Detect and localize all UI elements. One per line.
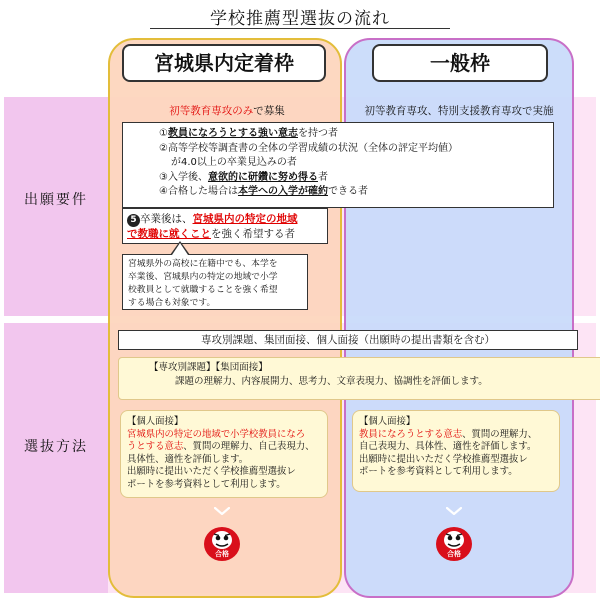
req5-rest: を強く希望する者	[211, 228, 295, 240]
evaluation-body: 課題の理解力、内容展開力、思考力、文章表現力、協調性を評価します。	[175, 376, 488, 387]
common-evaluation-box	[118, 357, 600, 400]
miyagi-quota-lead	[122, 103, 332, 118]
requirement-5-number: 5	[127, 214, 140, 227]
daruma-pass-icon	[203, 524, 241, 566]
req5-region: 宮城県内の特定の地域	[192, 213, 298, 225]
req1-emphasis: 教員になろうとする強い意志	[167, 128, 298, 139]
chevron-down-icon	[446, 507, 462, 515]
general-interview-card	[352, 410, 560, 492]
title-underline	[150, 28, 450, 29]
note-line-4: する場合も対象です。	[128, 298, 216, 308]
miyagi-interview-line-5: ポートを参考資料として利用します。	[127, 478, 286, 490]
selection-label-cell	[4, 323, 108, 593]
req4-rest: できる者	[327, 186, 368, 197]
note-line-2: 卒業後、宮城県内の特定の地域で小学	[128, 272, 278, 282]
miyagi-lead-highlight: 初等教育専攻のみ	[169, 105, 254, 117]
miyagi-interview-line-1: 宮城県内の特定の地域で小学校教員になろ	[127, 428, 306, 440]
req5-lead: 卒業後は、	[140, 213, 193, 225]
general-quota-lead: 初等教育専攻、特別支援教育専攻で実施	[364, 105, 554, 117]
requirements-label-cell	[4, 97, 108, 316]
req3-rest: 者	[317, 171, 328, 183]
chevron-down-icon	[214, 507, 230, 515]
miyagi-interview-line-3: 具体性、適性を評価します。	[127, 453, 249, 465]
out-of-prefecture-note	[122, 254, 308, 310]
req3-emphasis: 意欲的に研鑽に努め得る	[207, 171, 318, 183]
miyagi-interview-card	[120, 410, 328, 498]
exam-components-box: 専攻別課題、集団面接、個人面接（出願時の提出書類を含む）	[118, 330, 578, 350]
general-interview-heading: 【個人面接】	[359, 416, 416, 427]
page-title: 学校推薦型選抜の流れ	[210, 9, 390, 29]
miyagi-interview-heading: 【個人面接】	[127, 416, 184, 427]
req1-num: ①	[159, 128, 168, 139]
req4-emphasis: 本学への入学が確約	[237, 186, 328, 197]
daruma-pass-icon	[435, 524, 473, 566]
miyagi-interview-line-2-rest: 、質問の理解力、自己表現力、	[183, 441, 315, 453]
general-interview-line-1-rest: 、質問の理解力、	[462, 428, 538, 440]
requirement-3	[159, 171, 553, 186]
miyagi-interview-line-4: 出願時に提出いただく学校推薦型選抜レ	[127, 466, 296, 478]
note-line-3: 校教員として就職することを強く希望	[128, 285, 278, 295]
miyagi-lead-rest: で募集	[253, 105, 285, 117]
requirement-2-cont: が4.0以上の卒業見込みの者	[171, 157, 297, 168]
note-callout-tail-fill	[172, 243, 188, 255]
requirement-5-box	[122, 208, 328, 244]
miyagi-quota-header: 宮城県内定着枠	[122, 44, 326, 82]
requirement-4	[159, 185, 553, 200]
general-interview-line-3: 出願時に提出いただく学校推薦型選抜レ	[359, 453, 528, 465]
general-quota-header: 一般枠	[372, 44, 548, 82]
general-interview-line-1	[359, 429, 553, 442]
req3-lead: ③入学後、	[159, 171, 208, 183]
selection-label: 選抜方法	[24, 439, 88, 455]
miyagi-interview-emphasis: うとする意志	[127, 441, 184, 453]
req5-teaching: で教職に就くこと	[127, 228, 211, 240]
miyagi-interview-line-2	[127, 441, 321, 454]
general-interview-emphasis: 教員になろうとする意志	[359, 428, 463, 440]
requirement-1	[159, 127, 553, 142]
general-interview-line-2: 自己表現力、具体性、適性を評価します。	[359, 441, 537, 453]
requirements-label: 出願要件	[24, 192, 88, 208]
requirement-2: ②高等学校等調査書の全体の学習成績の状況（全体の評定平均値）	[159, 142, 458, 154]
note-line-1: 宮城県外の高校に在籍中でも、本学を	[128, 259, 278, 269]
pass-label-left: 合格	[215, 550, 229, 558]
requirements-box	[122, 122, 554, 208]
general-interview-line-4: ポートを参考資料として利用します。	[359, 466, 518, 478]
evaluation-heading: 【専攻別課題】【集団面接】	[149, 362, 268, 373]
pass-label-right: 合格	[447, 550, 461, 558]
req4-lead: ④合格した場合は	[159, 186, 238, 197]
req1-rest: を持つ者	[297, 128, 338, 139]
